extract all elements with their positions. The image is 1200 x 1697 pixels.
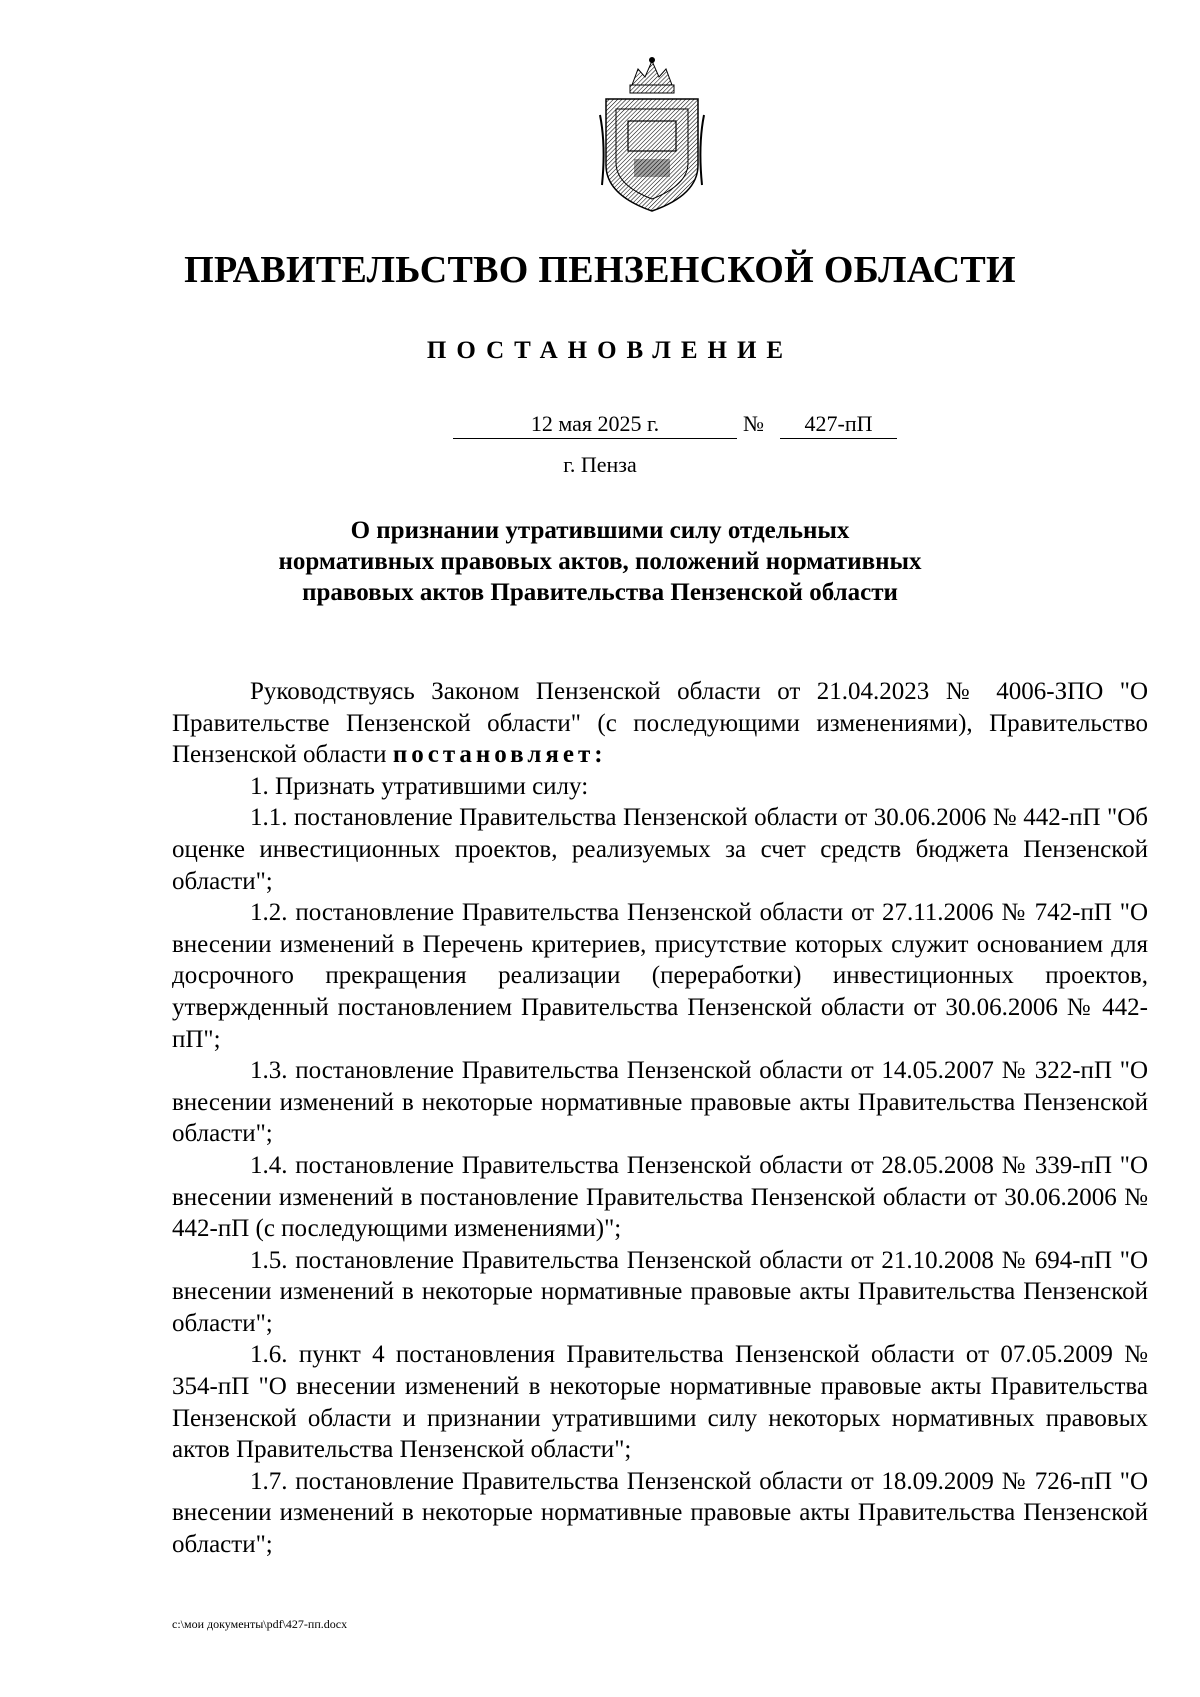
subject-line-1: О признании утратившими силу отдельных [350,517,850,544]
file-path-footer: c:\мои документы\pdf\427-пп.docx [172,1617,348,1631]
government-name-heading: ПРАВИТЕЛЬСТВО ПЕНЗЕНСКОЙ ОБЛАСТИ [184,249,1016,291]
subject-line-3: правовых актов Правительства Пензенской области [302,579,898,606]
document-type-heading: ПОСТАНОВЛЕНИЕ [426,337,794,364]
item-1-7: 1.7. постановление Правительства Пензенской области от 18.09.2009 № 726-пП "О внесении изменений в некоторые нормативные правовые акты Правительства Пензенской области"; [172,1467,1148,1559]
item-1-3: 1.3. постановление Правительства Пензенской области от 14.05.2007 № 322-пП "О внесении изменений в некоторые нормативные правовые акты Правительства Пензенской области"; [172,1057,1148,1148]
document-number: 427-пП [780,411,897,439]
document-subject [0,515,1200,608]
number-sign: № [743,411,764,436]
decree-word: постановляет: [392,741,607,769]
penza-coat-of-arms-emblem [598,55,706,215]
item-1: 1. Признать утратившими силу: [250,772,589,800]
document-date: 12 мая 2025 г. [453,411,737,439]
item-1-1: 1.1. постановление Правительства Пензенской области от 30.06.2006 № 442-пП "Об оценке инвестиционных проектов, реализуемых за счет средств бюджета Пензенской области"; [172,804,1148,895]
city-name: г. Пенза [563,452,637,477]
document-body [172,676,1148,1561]
item-1-2: 1.2. постановление Правительства Пензенской области от 27.11.2006 № 742-пП "О внесении изменений в Перечень критериев, присутствие которых служит основанием для досрочного прекращения реализации (переработки) инвестиционных проектов, утвержденный постановлением Правительства Пензенской области от 30.06.2006 № 442-пП"; [172,899,1148,1053]
item-1-5: 1.5. постановление Правительства Пензенской области от 21.10.2008 № 694-пП "О внесении изменений в некоторые нормативные правовые акты Правительства Пензенской области"; [172,1246,1148,1337]
preamble-text: Руководствуясь Законом Пензенской области от 21.04.2023 № 4006-ЗПО "О Правительстве Пензенской области" (с последующими изменениями), Правительство Пензенской области [172,678,1148,769]
item-1-4: 1.4. постановление Правительства Пензенской области от 28.05.2008 № 339-пП "О внесении изменений в постановление Правительства Пензенской области от 30.06.2006 № 442-пП (с последующими изменениями)"; [172,1151,1148,1243]
subject-line-2: нормативных правовых актов, положений нормативных [278,548,922,575]
preamble-paragraph [172,676,1148,771]
item-1-6: 1.6. пункт 4 постановления Правительства Пензенской области от 07.05.2009 № 354-пП "О внесении изменений в некоторые нормативные правовые акты Правительства Пензенской области и признании утратившими силу некоторых нормативных правовых актов Правительства Пензенской области"; [172,1341,1148,1464]
